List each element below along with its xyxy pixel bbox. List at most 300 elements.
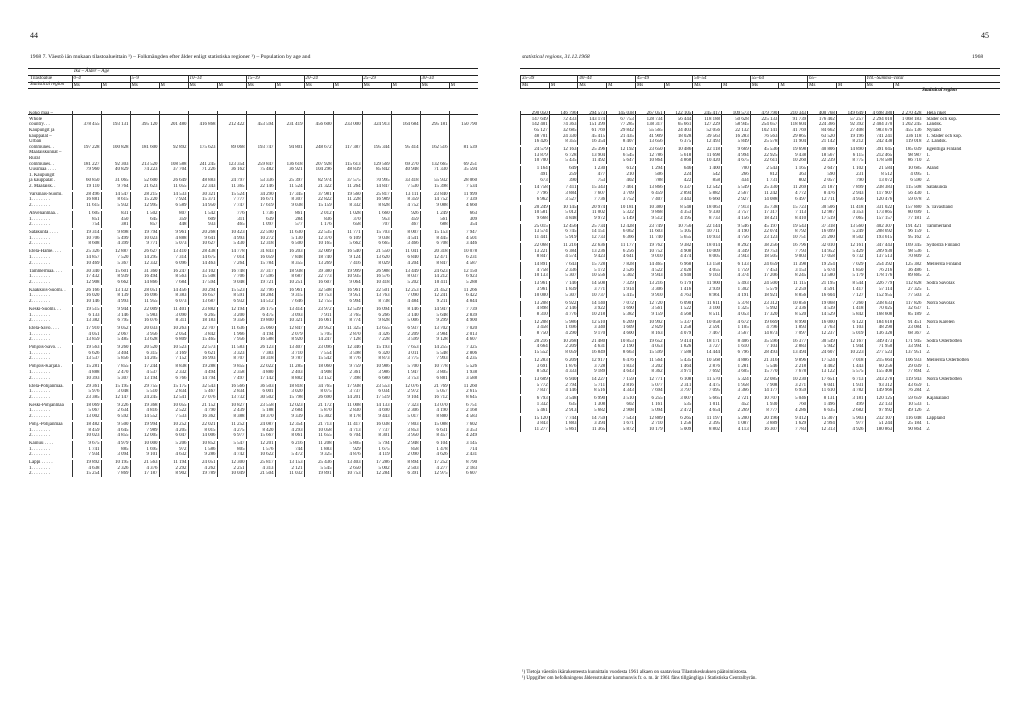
value-cell: 7 737 xyxy=(362,428,391,434)
value-cell: 7 924 xyxy=(159,197,188,203)
value-cell: 9 052 xyxy=(101,326,130,332)
value-cell: 65 127 xyxy=(521,128,550,134)
value-cell: 3 986 xyxy=(362,370,391,376)
value-cell: 259 xyxy=(549,172,578,178)
value-cell: 277 523 xyxy=(865,350,894,356)
value-cell: 9 443 xyxy=(362,414,391,420)
value-cell: 5 546 xyxy=(750,364,779,370)
row-label: 2. xyxy=(926,158,931,164)
value-cell: 6 062 xyxy=(607,229,636,235)
value-cell: 2 251 xyxy=(217,466,246,472)
value-cell: 14 752 xyxy=(420,197,449,203)
value-cell: 635 xyxy=(549,402,578,408)
value-cell: 12 539 xyxy=(333,307,362,313)
value-cell: 15 120 xyxy=(521,416,550,422)
value-cell: 6 179 xyxy=(664,281,693,287)
value-cell: 18 921 xyxy=(750,293,779,299)
value-cell: 4 698 380 xyxy=(865,111,894,117)
value-cell: 1 893 xyxy=(779,325,808,331)
value-cell: 1 294 xyxy=(635,166,664,172)
value-cell: 9 260 xyxy=(101,345,130,351)
value-cell: 21 195 xyxy=(808,281,837,287)
value-cell: 4 758 xyxy=(521,268,550,274)
value-cell: 128 734 xyxy=(635,117,664,123)
value-cell: 8 563 xyxy=(159,274,188,280)
value-cell: 16 283 xyxy=(721,134,750,140)
value-cell: 25 397 xyxy=(275,178,304,184)
value-cell: 5 302 xyxy=(607,273,636,279)
value-cell: 349 473 xyxy=(865,339,894,345)
value-cell: 241 245 xyxy=(188,162,217,168)
value-cell: 2 332 xyxy=(159,370,188,376)
value-cell: 77 181 xyxy=(894,216,923,222)
value-cell: 4 631 xyxy=(578,344,607,350)
value-cell: 6 962 xyxy=(521,197,550,203)
value-cell: 21 504 xyxy=(246,471,275,477)
value-cell: 3 728 xyxy=(578,364,607,370)
value-cell: 112 828 xyxy=(894,281,923,287)
value-cell: 10 230 xyxy=(779,377,808,383)
value-cell: 4 626 xyxy=(420,452,449,458)
value-cell: 18 060 xyxy=(304,364,333,370)
value-cell: 8 139 xyxy=(101,293,130,299)
value-cell: 4 484 xyxy=(391,299,420,305)
value-cell: 8 775 xyxy=(836,158,865,164)
value-cell: 2 816 xyxy=(607,383,636,389)
value-cell: 7 383 xyxy=(246,351,275,357)
value-cell: 16 377 xyxy=(779,339,808,345)
value-cell: 13 628 xyxy=(130,337,159,343)
value-cell: 12 300 xyxy=(217,460,246,466)
value-cell: 14 675 xyxy=(188,255,217,261)
value-cell: 13 216 xyxy=(635,281,664,287)
value-cell: 4 632 xyxy=(159,452,188,458)
value-cell: 2 794 xyxy=(549,383,578,389)
value-cell: 10 469 xyxy=(72,261,101,267)
value-cell: 8 005 xyxy=(693,254,722,260)
value-cell: 5 067 xyxy=(72,408,101,414)
sex-label: M xyxy=(391,82,420,89)
value-cell: 434 xyxy=(721,178,750,184)
row-label: Rural xyxy=(29,155,40,161)
value-cell: 7 947 xyxy=(449,230,478,236)
value-cell: 4 641 xyxy=(607,254,636,260)
value-cell: 21 316 xyxy=(750,358,779,364)
value-cell: 3 404 xyxy=(101,351,130,357)
value-cell: 1 883 xyxy=(549,421,578,427)
value-cell: 8 511 xyxy=(693,312,722,318)
value-cell: 27 076 xyxy=(188,395,217,401)
value-cell: 7 534 xyxy=(449,184,478,190)
value-cell: 13 620 xyxy=(362,255,391,261)
value-cell: 16 059 xyxy=(246,255,275,261)
value-cell: 3 306 xyxy=(635,287,664,293)
value-cell: 5 919 xyxy=(549,235,578,241)
value-cell: 4 654 xyxy=(693,408,722,414)
value-cell: 17 142 xyxy=(246,376,275,382)
value-cell: 8 146 xyxy=(391,307,420,313)
value-cell: 8 178 xyxy=(333,414,362,420)
value-cell: 359 xyxy=(159,217,188,223)
value-cell: 12 733 xyxy=(578,235,607,241)
value-cell: 7 314 xyxy=(159,255,188,261)
row-label: 1. . . . . . . . xyxy=(29,235,50,241)
header-spacer xyxy=(28,76,72,83)
value-cell: 5 206 xyxy=(159,441,188,447)
value-cell: 89 885 xyxy=(894,273,923,279)
value-cell: 15 703 xyxy=(362,230,391,236)
value-cell: 6 073 xyxy=(159,299,188,305)
age-group-header: 20–24 xyxy=(304,76,362,83)
value-cell: 90 864 xyxy=(894,427,923,433)
value-cell: 4 156 xyxy=(721,216,750,222)
value-cell: 9 438 xyxy=(779,153,808,159)
value-cell: 1 325 xyxy=(721,306,750,312)
value-cell: 6 255 xyxy=(635,396,664,402)
value-cell: 19 563 xyxy=(72,345,101,351)
value-cell: 2 311 xyxy=(664,383,693,389)
value-cell: 8 548 xyxy=(664,205,693,211)
row-label: 2. . . . . . . . xyxy=(29,394,50,400)
value-cell: 5 986 xyxy=(549,320,578,326)
value-cell: 16 881 xyxy=(72,197,101,203)
value-cell: 12 208 xyxy=(521,320,550,326)
sex-label: Ms xyxy=(188,82,217,89)
value-cell: 28 060 xyxy=(449,178,478,184)
value-cell: 10 756 xyxy=(664,224,693,230)
value-cell: 28 051 xyxy=(130,288,159,294)
value-cell: 3 727 xyxy=(693,344,722,350)
age-group-header: 55–64 xyxy=(750,76,807,83)
value-cell: 3 153 xyxy=(779,268,808,274)
value-cell: 10 700 xyxy=(521,158,550,164)
value-cell: 4 763 xyxy=(664,293,693,299)
value-cell: 3 842 xyxy=(188,332,217,338)
value-cell: 1 281 xyxy=(721,364,750,370)
value-cell: 9 211 xyxy=(420,299,449,305)
value-cell: 11 611 xyxy=(693,301,722,307)
age-group-header: 50–54 xyxy=(693,76,750,83)
value-cell: 459 xyxy=(391,217,420,223)
value-cell: 3 323 xyxy=(217,351,246,357)
value-cell: 612 xyxy=(607,166,636,172)
value-cell: 15 798 xyxy=(275,395,304,401)
row-label: 2. . . . . . . . xyxy=(29,298,50,304)
value-cell: 14 890 xyxy=(836,147,865,153)
value-cell: 33 102 xyxy=(188,269,217,275)
value-cell: 4 713 xyxy=(333,428,362,434)
spacer-row xyxy=(28,89,478,112)
row-label: 2. . . . . . . . xyxy=(29,318,50,324)
value-cell: 10 023 xyxy=(72,433,101,439)
value-cell: 12 456 xyxy=(549,224,578,230)
value-cell: 8 707 xyxy=(217,356,246,362)
value-cell: 1 629 xyxy=(779,421,808,427)
row-label: Nyland xyxy=(926,127,941,133)
value-cell: 16 099 xyxy=(808,229,837,235)
value-cell: 10 078 xyxy=(449,249,478,255)
value-cell: 7 090 xyxy=(391,293,420,299)
value-cell: 3 599 xyxy=(391,337,420,343)
left-table-title: 1968 7. Väestö iän mukaan tilastoalueittain ¹) – Folkmängden efter ålder enligt statistiska regioner ¹) – Population by age and xyxy=(30,54,311,60)
value-cell: 983 679 xyxy=(865,128,894,134)
value-cell: 788 xyxy=(635,178,664,184)
value-cell: 231 419 xyxy=(275,122,304,128)
value-cell: 6 704 xyxy=(333,433,362,439)
value-cell: 5 461 xyxy=(521,408,550,414)
value-cell: 72 433 xyxy=(549,117,578,123)
value-cell: 5 073 xyxy=(159,241,188,247)
value-cell: 19 994 xyxy=(130,422,159,428)
value-cell: 32 637 xyxy=(894,306,923,312)
value-cell: 6 590 xyxy=(894,178,923,184)
value-cell: 1 759 xyxy=(721,268,750,274)
value-cell: 171 945 xyxy=(894,339,923,345)
value-cell: 8 663 xyxy=(607,350,636,356)
value-cell: 71 226 xyxy=(188,167,217,173)
value-cell: 5 435 xyxy=(664,358,693,364)
value-cell: 17 524 xyxy=(808,358,837,364)
row-label: 2. Landsk. xyxy=(926,139,947,145)
value-cell: 137 513 xyxy=(865,254,894,260)
value-cell: 5 655 xyxy=(664,235,693,241)
value-cell: 7 029 xyxy=(836,262,865,268)
value-cell: 17 345 xyxy=(275,192,304,198)
value-cell: 1 308 xyxy=(578,402,607,408)
value-cell: 6 034 xyxy=(362,389,391,395)
value-cell: 195 344 xyxy=(362,145,391,151)
value-cell: 4 607 xyxy=(449,337,478,343)
value-cell: 4 399 xyxy=(101,241,130,247)
value-cell: 185 039 xyxy=(894,147,923,153)
value-cell: 39 563 xyxy=(693,134,722,140)
value-cell: 28 438 xyxy=(188,249,217,255)
footnote-marker: ¹) xyxy=(522,670,526,675)
group-gap-row xyxy=(28,477,478,479)
value-cell: 120 476 xyxy=(865,197,894,203)
value-cell: 10 581 xyxy=(521,210,550,216)
value-cell: 6 589 xyxy=(159,203,188,209)
value-cell: 1 417 xyxy=(836,287,865,293)
value-cell: 5 415 xyxy=(607,293,636,299)
value-cell: 5 856 xyxy=(101,356,130,362)
sex-label: Ms xyxy=(246,82,275,89)
age-group-header: 45–49 xyxy=(635,76,692,83)
value-cell: 7 411 xyxy=(549,185,578,191)
value-cell: 9 330 xyxy=(693,210,722,216)
value-cell: 10 218 xyxy=(578,312,607,318)
value-cell: 32 009 xyxy=(304,249,333,255)
value-cell: 3 961 xyxy=(521,287,550,293)
value-cell: 4 772 xyxy=(779,191,808,197)
value-cell: 36 162 xyxy=(217,167,246,173)
value-cell: 12 542 xyxy=(693,185,722,191)
value-cell: 21 435 xyxy=(607,134,636,140)
value-cell: 6 662 xyxy=(101,280,130,286)
value-cell: 2 913 xyxy=(549,408,578,414)
value-cell: 21 187 xyxy=(808,185,837,191)
right-header-region: Statistical region xyxy=(922,88,957,93)
value-cell: 25 436 xyxy=(304,460,333,466)
value-cell: 1 165 xyxy=(779,166,808,172)
value-cell: 4 574 xyxy=(549,254,578,260)
value-cell: 7 653 xyxy=(391,345,420,351)
value-cell: 77 285 xyxy=(607,122,636,128)
value-cell: 12 192 xyxy=(607,147,636,153)
value-cell: 11 570 xyxy=(693,377,722,383)
row-label: 1. . . . . . . . xyxy=(29,216,50,222)
value-cell: 9 944 xyxy=(101,307,130,313)
value-cell: 26 690 xyxy=(304,395,333,401)
value-cell: 7 848 xyxy=(275,255,304,261)
value-cell: 17 910 xyxy=(72,326,101,332)
value-cell: 639 xyxy=(246,217,275,223)
value-cell: 14 758 xyxy=(521,185,550,191)
value-cell: 75 482 xyxy=(246,167,275,173)
value-cell: 7 692 xyxy=(693,369,722,375)
value-cell: 1 839 xyxy=(549,287,578,293)
value-cell: 33 418 xyxy=(391,178,420,184)
value-cell: 12 786 xyxy=(635,153,664,159)
value-cell: 5 882 xyxy=(693,191,722,197)
value-cell: 8 790 xyxy=(449,460,478,466)
age-group-header: 65– xyxy=(808,76,865,83)
value-cell: 7 993 xyxy=(420,356,449,362)
age-group-header: 30–34 xyxy=(420,76,478,83)
value-cell: 11 177 xyxy=(607,243,636,249)
value-cell: 5 429 xyxy=(836,249,865,255)
value-cell: 6 384 xyxy=(549,249,578,255)
value-cell: 10 486 xyxy=(664,147,693,153)
value-cell: 10 852 xyxy=(188,441,217,447)
value-cell: 5 493 xyxy=(721,281,750,287)
row-label: Urban xyxy=(29,139,42,145)
value-cell: 19 652 xyxy=(635,339,664,345)
value-cell: 5 665 xyxy=(693,396,722,402)
value-cell: 14 794 xyxy=(188,376,217,382)
value-cell: 15 088 xyxy=(420,422,449,428)
value-cell: 9 500 xyxy=(101,422,130,428)
value-cell: 22 590 xyxy=(246,230,275,236)
value-cell: 224 366 xyxy=(808,122,837,128)
right-table-title: statistical regions, 31.12.1968 xyxy=(522,54,590,60)
value-cell: 3 889 xyxy=(750,421,779,427)
value-cell: 248 672 xyxy=(304,145,333,151)
value-cell: 9 828 xyxy=(362,318,391,324)
value-cell: 6 745 xyxy=(549,229,578,235)
value-cell: 215 664 xyxy=(865,358,894,364)
value-cell: 17 596 xyxy=(246,274,275,280)
value-cell: 1 833 xyxy=(607,364,636,370)
value-cell: 95 162 xyxy=(894,235,923,241)
value-cell: 52 056 xyxy=(693,128,722,134)
value-cell: 3 169 xyxy=(159,351,188,357)
value-cell: 4 326 xyxy=(362,332,391,338)
row-label: 1. xyxy=(926,267,931,273)
footnotes xyxy=(522,670,757,682)
value-cell: 2 403 xyxy=(275,370,304,376)
value-cell: 11 252 xyxy=(217,422,246,428)
value-cell: 2 218 xyxy=(779,364,808,370)
age-group-header-row xyxy=(28,76,478,83)
value-cell: 402 307 xyxy=(865,224,894,230)
value-cell: 10 737 xyxy=(578,293,607,299)
value-cell: 1 496 xyxy=(808,402,837,408)
value-cell: 776 xyxy=(217,211,246,217)
value-cell: 5 618 xyxy=(664,153,693,159)
value-cell: 4 690 xyxy=(362,408,391,414)
value-cell: 14 212 xyxy=(420,274,449,280)
value-cell: 5 976 xyxy=(72,389,101,395)
value-cell: 6 631 xyxy=(420,428,449,434)
value-cell: 125 382 xyxy=(894,262,923,268)
value-cell: 477 xyxy=(578,172,607,178)
row-label: ja kauppalat . xyxy=(29,178,56,184)
value-cell: 9 088 xyxy=(420,203,449,209)
value-cell: 645 xyxy=(130,217,159,223)
value-cell: 8 061 xyxy=(275,433,304,439)
value-cell: 25 060 xyxy=(246,326,275,332)
value-cell: 7 543 xyxy=(607,416,636,422)
value-cell: 4 796 xyxy=(750,325,779,331)
value-cell: 41 909 xyxy=(635,134,664,140)
row-label: 1. . . . . . . . xyxy=(29,408,50,414)
value-cell: 4 638 xyxy=(72,466,101,472)
value-cell: 24 623 xyxy=(420,269,449,275)
value-cell: 138 317 xyxy=(635,122,664,128)
value-cell: 7 855 xyxy=(101,364,130,370)
value-cell: 11 194 xyxy=(159,460,188,466)
value-cell: 8 544 xyxy=(836,281,865,287)
value-cell: 8 792 xyxy=(779,229,808,235)
value-cell: 861 xyxy=(275,211,304,217)
value-cell: 104 296 xyxy=(304,167,333,173)
row-label: Keski-Suomi. . . xyxy=(29,306,61,312)
value-cell: 8 212 xyxy=(836,139,865,145)
value-cell: 1 671 xyxy=(607,421,636,427)
value-cell: 4 374 xyxy=(721,273,750,279)
value-cell: 9 414 xyxy=(664,339,693,345)
value-cell: 2 647 xyxy=(808,166,837,172)
value-cell: 17 206 xyxy=(750,273,779,279)
value-cell: 10 272 xyxy=(246,236,275,242)
value-cell: 56 444 xyxy=(664,117,693,123)
value-cell: 48 290 xyxy=(865,325,894,331)
value-cell: 15 524 xyxy=(217,192,246,198)
row-label: 1. . . . . . . . xyxy=(29,197,50,203)
value-cell: 6 977 xyxy=(217,433,246,439)
sex-label: Ms xyxy=(750,82,779,89)
value-cell: 19 753 xyxy=(304,293,333,299)
row-label: 2. . . . . . . . xyxy=(29,452,50,458)
sex-label: Ms xyxy=(521,82,550,89)
value-cell: 6 840 xyxy=(391,255,420,261)
value-cell: 714 xyxy=(449,447,478,453)
row-label: 2. xyxy=(926,177,931,183)
value-cell: 5 711 xyxy=(578,383,607,389)
value-cell: 7 607 xyxy=(578,191,607,197)
value-cell: 741 241 xyxy=(865,134,894,140)
value-cell: 2 994 xyxy=(808,421,837,427)
value-cell: 31 360 xyxy=(130,269,159,275)
value-cell: 1 400 xyxy=(693,166,722,172)
value-cell: 4 539 xyxy=(808,306,837,312)
value-cell: 10 556 xyxy=(578,273,607,279)
value-cell: 6 265 xyxy=(188,313,217,319)
header-spacer xyxy=(28,82,72,89)
value-cell: 4 591 xyxy=(808,287,837,293)
row-label: 2. xyxy=(926,330,931,336)
